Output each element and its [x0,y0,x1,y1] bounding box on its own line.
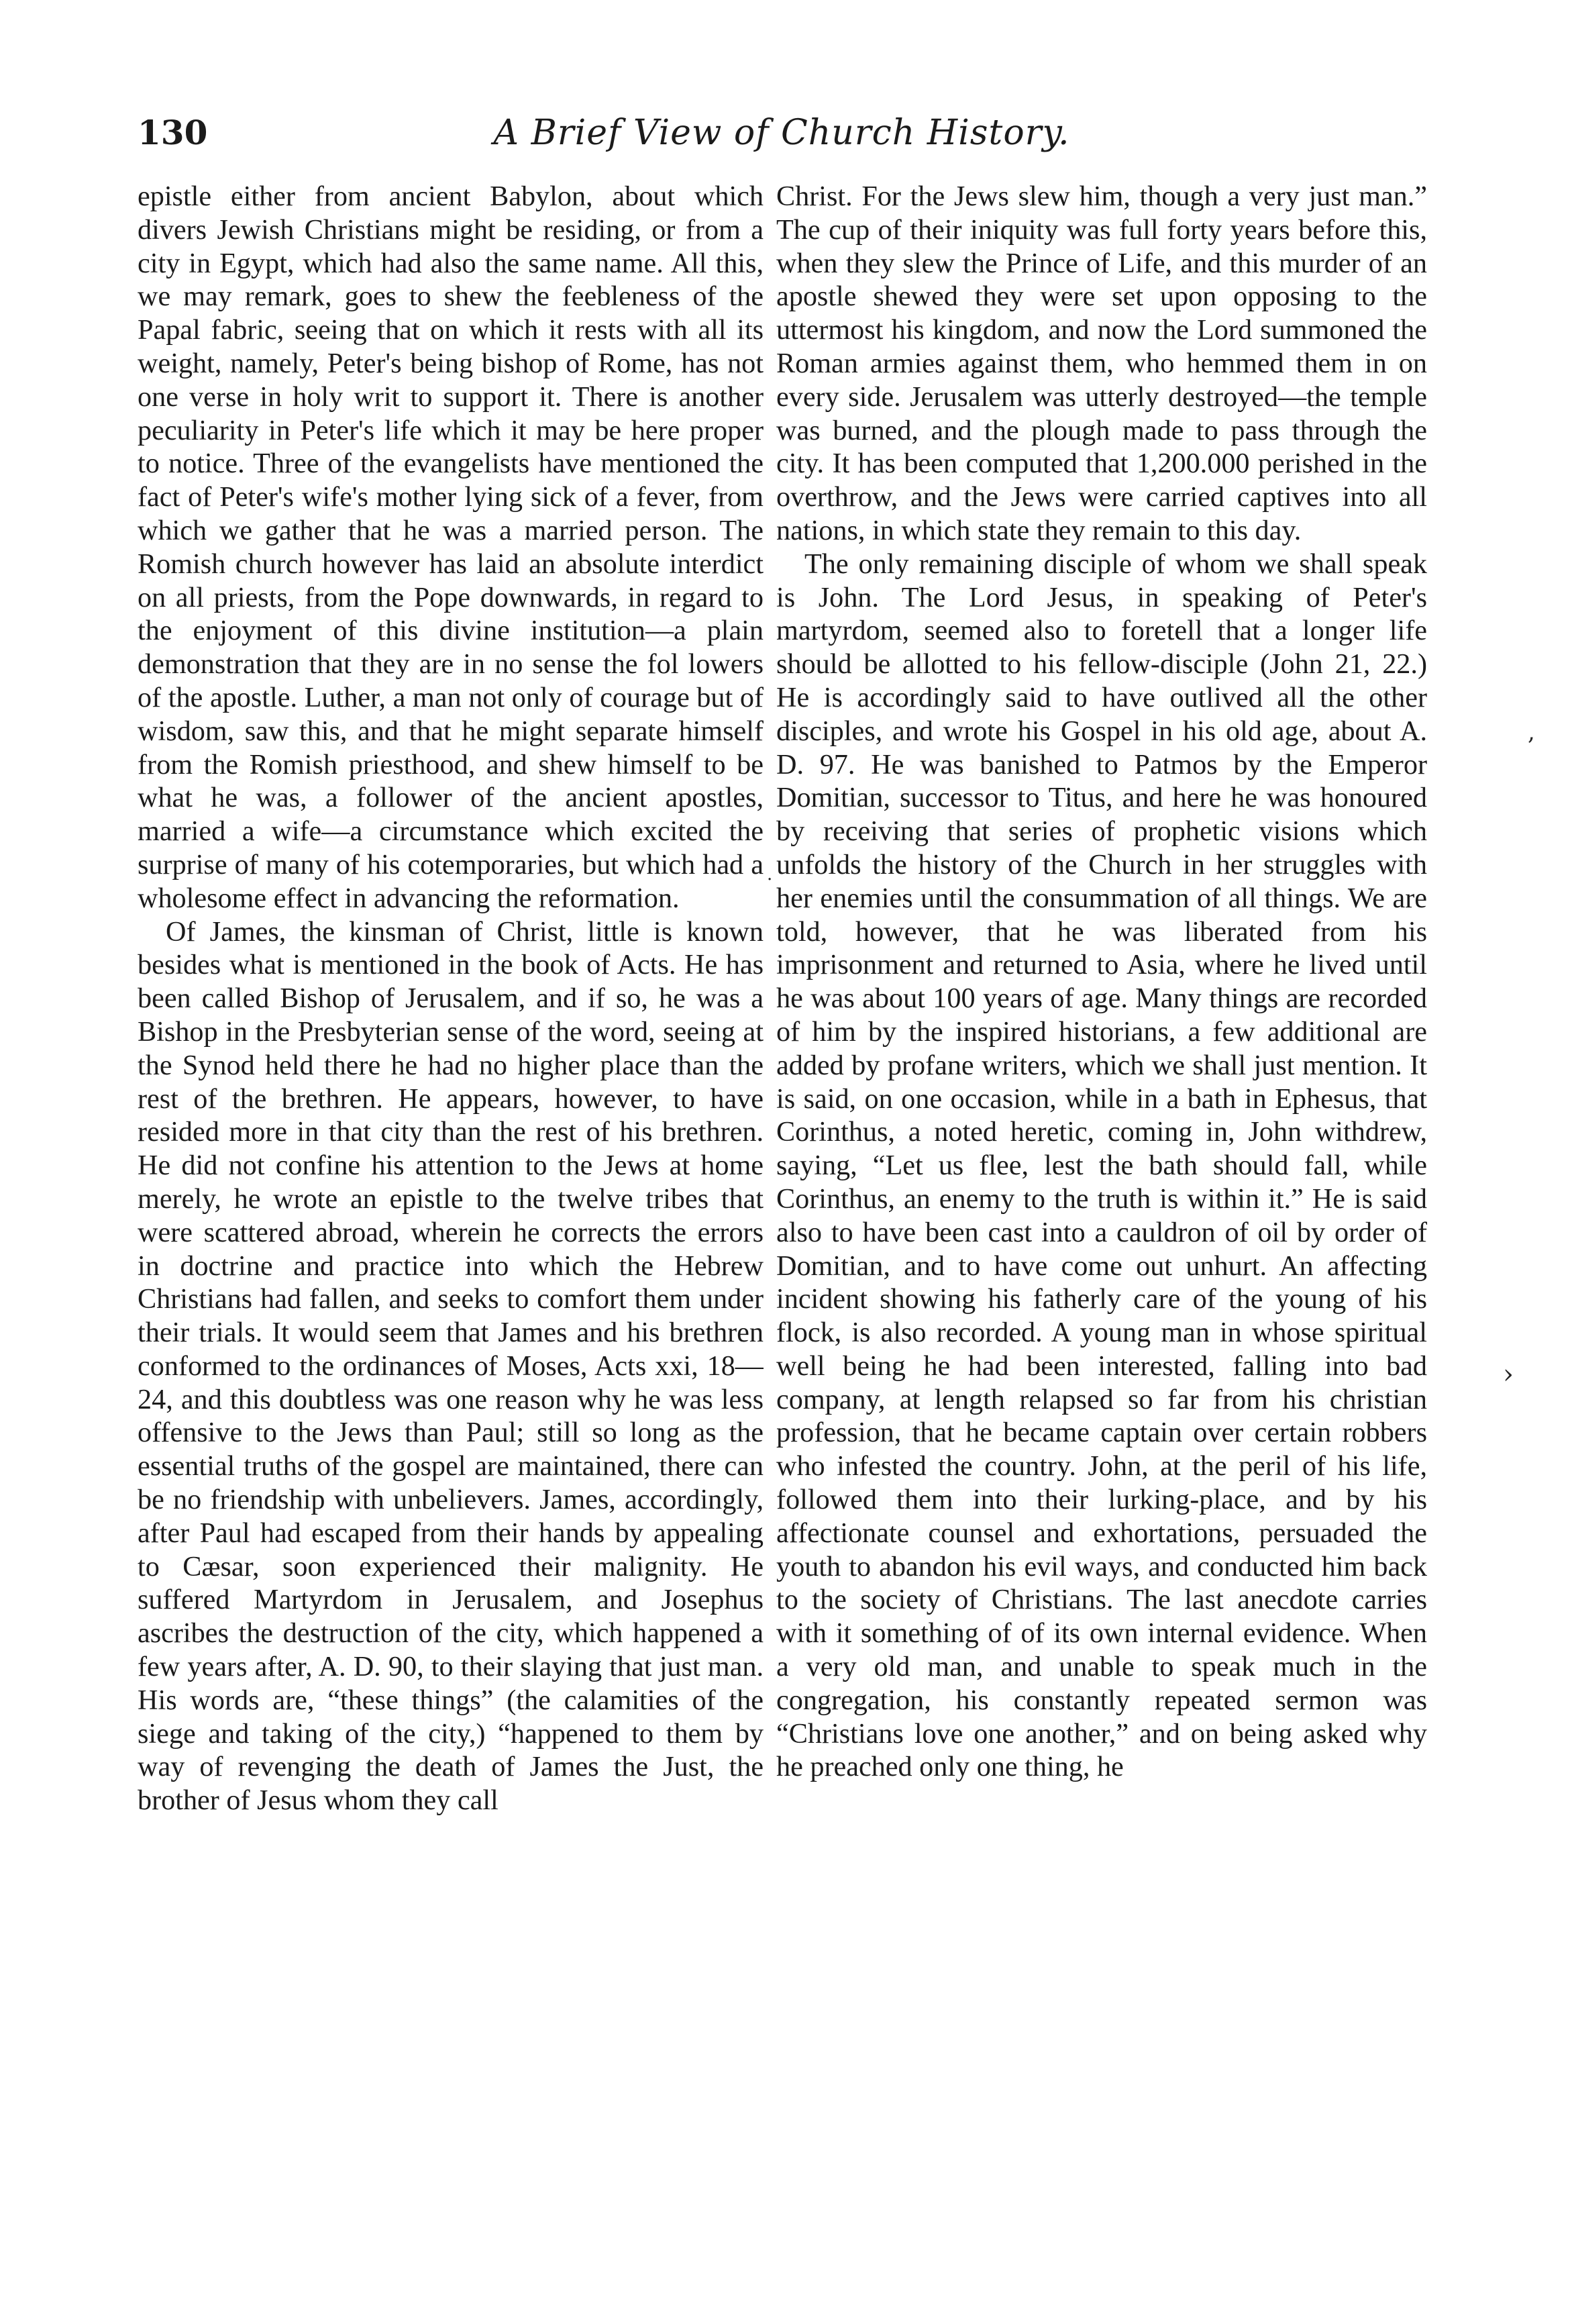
page-number: 130 [138,113,208,152]
margin-speck: , [1528,719,1535,746]
right-column [776,180,1427,2267]
running-title: A Brief View of Church History. [493,113,1070,153]
paragraph-james: Of James, the kinsman of Christ, little is known besides what is mentioned in the book of Acts. He has been called Bishop of Jerusalem, and if so, he was a Bishop in the Presbyterian sense of the word, seeing at the Synod held there he had no higher place than the rest of the brethren. He appears, however, to have resided more in that city than the rest of his brethren. He did not confine his attention to the Jews at home merely, he wrote an epistle to the twelve tribes that were scattered abroad, wherein he corrects the errors in doctrine and practice into which the Hebrew Christians had fallen, and seeks to comfort them under their trials. It would seem that James and his brethren conformed to the ordinances of Moses, Acts xxi, 18—24, and this doubtless was one reason why he was less offensive to the Jews than Paul; still so long as the essential truths of the gospel are maintained, there can be no friendship with unbelievers. James, accordingly, after Paul had escaped from their hands by appealing to Cæsar, soon experienced their malignity. He suffered Martyrdom in Jerusalem, and Josephus ascribes the destruction of the city, which happened a few years after, A. D. 90, to their slaying that just man. His words are, “these things” (the calamities of the siege and taking of the city,) “happened to them by way of revenging the death of James the Just, the brother of Jesus whom they call [138,915,764,1817]
margin-speck: › [1503,1359,1514,1390]
page-header [138,113,1426,166]
margin-speck: · [767,870,773,890]
paragraph-john: The only remaining disciple of whom we shall speak is John. The Lord Jesus, in speaking of Peter's martyrdom, seemed also to foretell that a longer life should be allotted to his fellow-disciple (John 21, 22.) He is accordingly said to have outlived all the other disciples, and wrote his Gospel in his old age, about A. D. 97. He was banished to Patmos by the Emperor Domitian, successor to Titus, and here he was honoured by receiving that series of prophetic visions which unfolds the history of the Church in her struggles with her enemies until the consummation of all things. We are told, however, that he was liberated from his imprisonment and returned to Asia, where he lived until he was about 100 years of age. Many things are recorded of him by the inspired historians, a few additional are added by profane writers, which we shall just mention. It is said, on one occasion, while in a bath in Ephesus, that Corinthus, a noted heretic, coming in, John withdrew, saying, “Let us flee, lest the bath should fall, while Corinthus, an enemy to the truth is within it.” He is said also to have been cast into a cauldron of oil by order of Domitian, and to have come out unhurt. An affecting incident showing his fatherly care of the young of his flock, is also recorded. A young man in whose spiritual well being he had been interested, falling into bad company, at length relapsed so far from his christian profession, that he became captain over certain robbers who infested the country. John, at the peril of his life, followed them into their lurking-place, and by his affectionate counsel and exhortations, persuaded the youth to abandon his evil ways, and conducted him back to the society of Christians. The last anecdote carries with it something of of its own internal evidence. When a very old man, and unable to speak much in the congregation, his constantly repeated sermon was “Christians love one another,” and on being asked why he preached only one thing, he [776,548,1427,1783]
paragraph-epistle-continuation: epistle either from ancient Babylon, about which divers Jewish Christians might be residing, or from a city in Egypt, which had also the same name. All this, we may remark, goes to shew the feebleness of the Papal fabric, seeing that on which it rests with all its weight, namely, Peter's being bishop of Rome, has not one verse in holy writ to support it. There is another peculiarity in Peter's life which it may be here proper to notice. Three of the evangelists have mentioned the fact of Peter's wife's mother lying sick of a fever, from which we gather that he was a married person. The Romish church however has laid an absolute interdict on all priests, from the Pope downwards, in regard to the enjoyment of this divine institution—a plain demonstration that they are in no sense the fol lowers of the apostle. Luther, a man not only of courage but of wisdom, saw this, and that he might separate himself from the Romish priesthood, and shew himself to be what he was, a follower of the ancient apostles, married a wife—a circumstance which excited the surprise of many of his cotemporaries, but which had a wholesome effect in advancing the reformation. [138,181,764,914]
paragraph-christ-continuation: Christ. For the Jews slew him, though a very just man.” The cup of their iniquity was full forty years before this, when they slew the Prince of Life, and this murder of an apostle shewed they were set upon opposing to the uttermost his kingdom, and now the Lord summoned the Roman armies against them, who hemmed them in on every side. Jerusalem was utterly destroyed—the temple was burned, and the plough made to pass through the city. It has been computed that 1,200.000 perished in the overthrow, and the Jews were carried captives into all nations, in which state they remain to this day. [776,181,1427,546]
left-column [138,180,764,2267]
